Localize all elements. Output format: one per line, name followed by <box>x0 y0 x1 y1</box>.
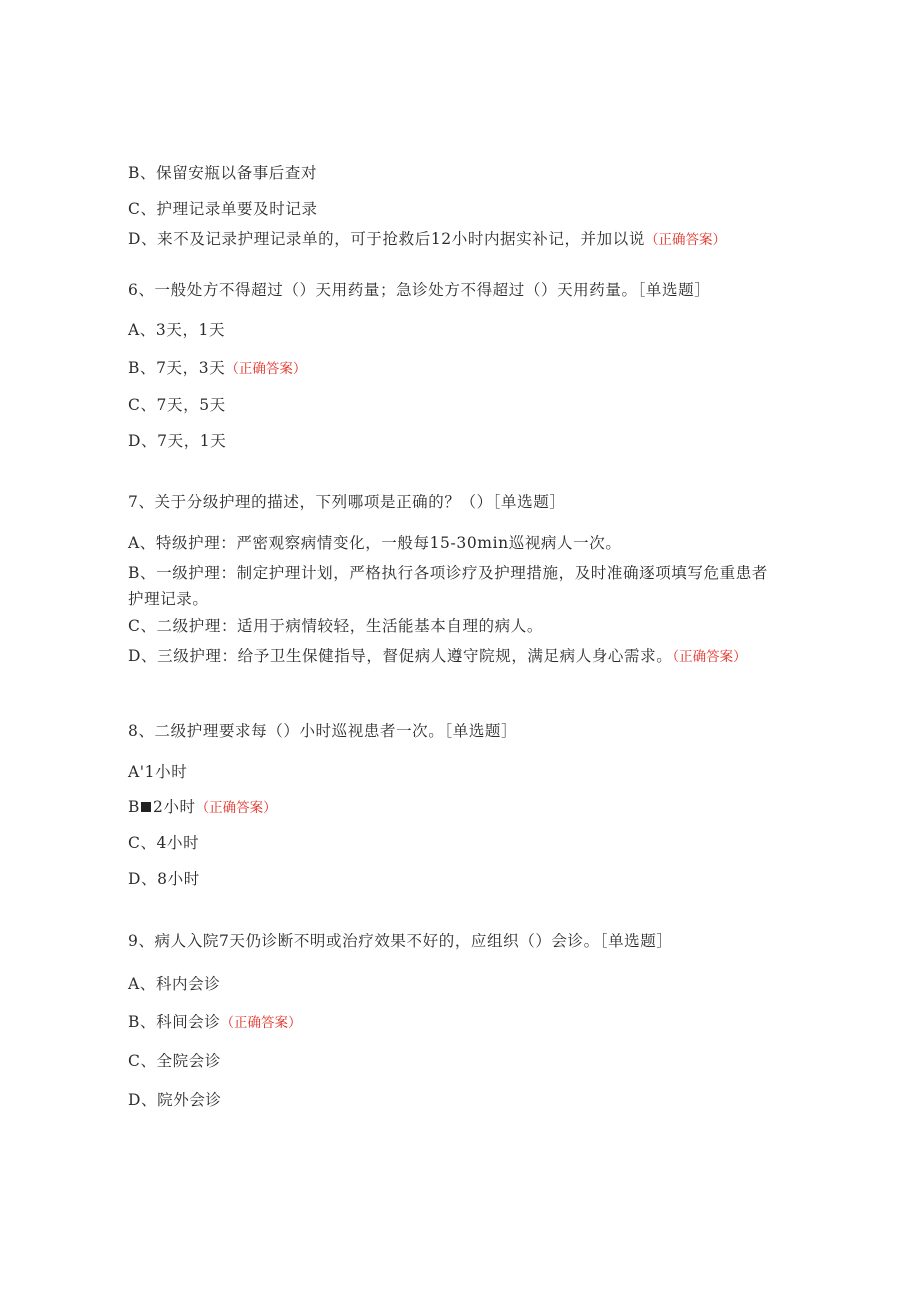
q6-option-a: A、3天，1天 <box>128 321 226 339</box>
correct-answer-mark: （正确答案） <box>220 1015 302 1031</box>
correct-answer-mark: （正确答案） <box>225 361 307 377</box>
q6-option-b: B、7天，3天（正确答案） <box>128 359 307 377</box>
q6-stem: 6、一般处方不得超过（）天用药量；急诊处方不得超过（）天用药量。［单选题］ <box>128 281 711 299</box>
q9-option-c: C、全院会诊 <box>128 1052 221 1070</box>
q9-option-d: D、院外会诊 <box>128 1091 222 1109</box>
q5-option-b: B、保留安瓶以备事后查对 <box>128 164 318 182</box>
q8-option-d: D、8小时 <box>128 870 200 888</box>
q9-option-a: A、科内会诊 <box>128 975 221 993</box>
q8-option-a: A'1小时 <box>128 763 188 781</box>
q7-stem: 7、关于分级护理的描述，下列哪项是正确的？（）［单选题］ <box>128 493 566 511</box>
q6-option-d: D、7天，1天 <box>128 432 227 450</box>
correct-answer-mark: （正确答案） <box>672 649 747 665</box>
q8-stem: 8、二级护理要求每（）小时巡视患者一次。［单选题］ <box>128 722 518 740</box>
q6-option-c: C、7天，5天 <box>128 396 226 414</box>
q5-option-c: C、护理记录单要及时记录 <box>128 200 318 218</box>
black-square-glyph <box>141 802 151 812</box>
q5-option-d: D、来不及记录护理记录单的，可于抢救后12小时内据实补记，并加以说（正确答案） <box>128 230 726 248</box>
q8-option-c: C、4小时 <box>128 834 200 852</box>
q7-option-a: A、特级护理：严密观察病情变化，一般每15-30min巡视病人一次。 <box>128 534 622 552</box>
correct-answer-mark: （正确答案） <box>644 232 726 248</box>
q7-option-b: B、一级护理：制定护理计划，严格执行各项诊疗及护理措施，及时准确逐项填写危重患者护理记录。 <box>128 564 768 608</box>
q8-option-b: B 2小时（正确答案） <box>128 798 277 816</box>
q9-option-b: B、科间会诊（正确答案） <box>128 1013 302 1031</box>
q7-option-d: D、三级护理：给予卫生保健指导，督促病人遵守院规，满足病人身心需求。（正确答案） <box>128 647 747 665</box>
q9-stem: 9、病人入院7天仍诊断不明或治疗效果不好的，应组织（）会诊。［单选题］ <box>128 932 673 950</box>
q7-option-c: C、二级护理：适用于病情较轻，生活能基本自理的病人。 <box>128 617 543 635</box>
correct-answer-mark: （正确答案） <box>195 800 277 816</box>
